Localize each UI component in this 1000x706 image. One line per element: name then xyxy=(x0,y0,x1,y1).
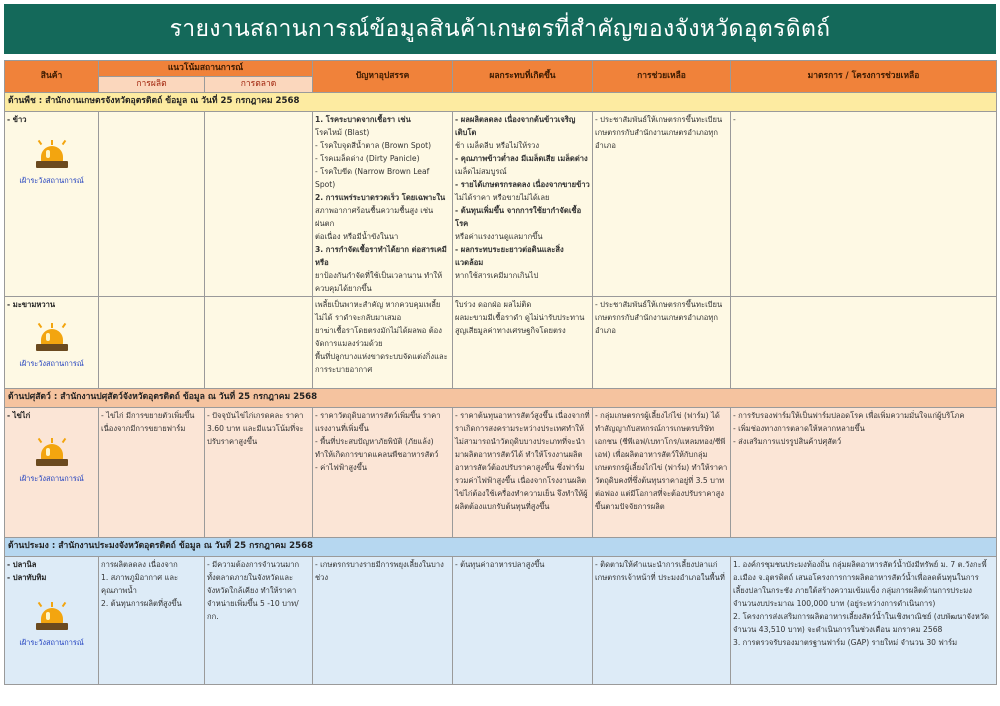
help-cell: - กลุ่มเกษตรกรผู้เลี้ยงไก่ไข่ (ฟาร์ม) ได้ทำสัญญากับสหกรณ์การเกษตรบริษัทเอกชน (ซีพีเอฟ/เบทาโกร/แหลมทอง/ซีพีเอฟ) เพื่อผลิตอาหารสัตว์ให้กับกลุ่มเกษตรกรผู้เลี้ยงไก่ไข่ (ฟาร์ม) ทำให้ราคาวัตถุดิบคงที่ซึ่งต้นทุนราคาอยู่ที่ 3.5 บาทต่อฟอง แต่มีโอกาสที่จะต้องปรับราคาสูงขึ้นตามปัจจัยการผลิต xyxy=(593,408,731,538)
production-cell: การผลิตลดลง เนื่องจาก 1. สภาพภูมิอากาศ และคุณภาพน้ำ 2. ต้นทุนการผลิตที่สูงขึ้น xyxy=(99,557,205,685)
status-indicator xyxy=(7,323,96,370)
impact-cell: - ราคาต้นทุนอาหารสัตว์สูงขึ้น เนื่องจากที่ราเกิดการสงครามระหว่างประเทศทำให้ไม่สามารถนำวัตถุดิบบางประเภทที่จะนำมาผลิตอาหารสัตว์ได้ ทำให้โรงงานผลิตอาหารสัตว์ต้องปรับราคาสูงขึ้น ซึ่งฟาร์ม รวมค่าไฟฟ้าสูงขึ้น เนื่องจากโรงงานผลิตไข่ไก่ต้องใช้เครื่องทำความเย็น จึงทำให้ผู้ผลิตต้องแบกรับต้นทุนที่สูงขึ้น xyxy=(453,408,593,538)
measures-cell: - การรับรองฟาร์มให้เป็นฟาร์มปลอดโรค เพื่อเพิ่มความมั่นใจแก่ผู้บริโภค - เพิ่มช่องทางการตลาดให้หลากหลายขึ้น - ส่งเสริมการแปรรูปสินค้าปศุสัตว์ xyxy=(731,408,997,538)
status-label: เฝ้าระวังสถานการณ์ xyxy=(19,359,84,368)
market-cell xyxy=(205,112,313,297)
report-title: รายงานสถานการณ์ข้อมูลสินค้าเกษตรที่สำคัญของจังหวัดอุตรดิตถ์ xyxy=(4,4,996,54)
measures-cell xyxy=(731,297,997,389)
situation-table xyxy=(4,60,997,685)
market-cell: - ปัจจุบันไข่ไก่เกรดคละ ราคา 3.60 บาท และมีแนวโน้มที่จะปรับราคาสูงขึ้น xyxy=(205,408,313,538)
status-label: เฝ้าระวังสถานการณ์ xyxy=(19,176,84,185)
impact-cell: - ผลผลิตลดลง เนื่องจากต้นข้าวเจริญเติบโต ช้า เมล็ดลีบ หรือไม่ให้รวง - คุณภาพข้าวต่ำลง มีเมล็ดเสีย เมล็ดด่าง เมล็ดไม่สมบูรณ์ - รายได้เกษตรกรลดลง เนื่องจากขายข้าว ไม่ได้ราคา หรือขายไม่ได้เลย - ต้นทุนเพิ่มขึ้น จากการใช้ยากำจัดเชื้อโรค หรือค่าแรงงานดูแลมากขึ้น - ผลกระทบระยะยาวต่อดินและสิ่งแวดล้อม หากใช้สารเคมีมากเกินไป xyxy=(453,112,593,297)
impact-cell: ใบร่วง ดอกฝ่อ ผลไม่ติด ผลมะขามมีเชื้อราดำ ดูไม่น่ารับประทาน สูญเสียมูลค่าทางเศรษฐกิจโดยตรง xyxy=(453,297,593,389)
production-cell: - ไข่ไก่ มีการขยายตัวเพิ่มขึ้น เนื่องจากมีการขยายฟาร์ม xyxy=(99,408,205,538)
product-name: - มะขามหวาน xyxy=(7,300,56,309)
problems-cell: - ราคาวัตถุดิบอาหารสัตว์เพิ่มขึ้น ราคาแรงงานที่เพิ่มขึ้น - พื้นที่ประสบปัญหาภัยพิบัติ (ภัยแล้ง) ทำให้เกิดการขาดแคลนพืชอาหารสัตว์ - ค่าไฟฟ้าสูงขึ้น xyxy=(313,408,453,538)
header-help: การช่วยเหลือ xyxy=(593,61,731,93)
product-cell-egg xyxy=(5,408,99,538)
warning-beacon-icon xyxy=(35,323,69,351)
status-label: เฝ้าระวังสถานการณ์ xyxy=(19,638,84,647)
help-cell: - ติดตามให้คำแนะนำการเลี้ยงปลาแก่เกษตรกรเจ้าหน้าที่ ประมงอำเภอในพื้นที่ xyxy=(593,557,731,685)
product-name: - ปลาทับทิม xyxy=(7,573,47,582)
section-fish: ด้านประมง : สำนักงานประมงจังหวัดอุตรดิตถ์ ข้อมูล ณ วันที่ 25 กรกฎาคม 2568 xyxy=(5,538,997,557)
product-name: - ไข่ไก่ xyxy=(7,411,31,420)
status-label: เฝ้าระวังสถานการณ์ xyxy=(19,474,84,483)
warning-beacon-icon xyxy=(35,140,69,168)
header-impact: ผลกระทบที่เกิดขึ้น xyxy=(453,61,593,93)
market-cell: - มีความต้องการจำนวนมาก ทั้งตลาดภายในจังหวัดและจังหวัดใกล้เคียง ทำให้ราคาจำหน่ายเพิ่มขึ้น 5 -10 บาท/กก. xyxy=(205,557,313,685)
help-cell: - ประชาสัมพันธ์ให้เกษตรกรขึ้นทะเบียน เกษตรกรกับสำนักงานเกษตรอำเภอทุก อำเภอ xyxy=(593,112,731,297)
product-cell-rice xyxy=(5,112,99,297)
product-name: - ข้าว xyxy=(7,115,27,124)
status-indicator xyxy=(7,602,96,649)
problems-cell: 1. โรคระบาดจากเชื้อรา เช่น โรคไหม้ (Blast) - โรคใบจุดสีน้ำตาล (Brown Spot) - โรคเมล็ดด่าง (Dirty Panicle) - โรคใบขีด (Narrow Brown Leaf Spot) 2. การแพร่ระบาดรวดเร็ว โดยเฉพาะใน สภาพอากาศร้อนชื้นความชื้นสูง เช่น ฝนตก ต่อเนื่อง หรือมีน้ำขังในนา 3. การกำจัดเชื้อราทำได้ยาก ต่อสารเคมีหรือ ยาป้องกันกำจัดที่ใช้เป็นเวลานาน ทำให้ ควบคุมได้ยากขึ้น xyxy=(313,112,453,297)
product-cell-fish xyxy=(5,557,99,685)
header-measures: มาตรการ / โครงการช่วยเหลือ xyxy=(731,61,997,93)
measures-cell: - xyxy=(731,112,997,297)
impact-cell: - ต้นทุนค่าอาหารปลาสูงขึ้น xyxy=(453,557,593,685)
header-trend: แนวโน้มสถานการณ์ xyxy=(99,61,313,77)
header-product: สินค้า xyxy=(5,61,99,93)
warning-beacon-icon xyxy=(35,438,69,466)
product-name: - ปลานิล xyxy=(7,560,37,569)
problems-cell: เพลี้ยเป็นพาหะสำคัญ หากควบคุมเพลี้ย ไม่ได้ ราดำจะกลับมาเสมอ ยาฆ่าเชื้อราโดยตรงมักไม่ได้ผลพอ ต้อง จัดการแมลงร่วมด้วย พื้นที่ปลูกบางแห่งขาดระบบจัดแต่งกิ่งและ การระบายอากาศ xyxy=(313,297,453,389)
product-cell-tamarind xyxy=(5,297,99,389)
section-plant: ด้านพืช : สำนักงานเกษตรจังหวัดอุตรดิตถ์ ข้อมูล ณ วันที่ 25 กรกฎาคม 2568 xyxy=(5,93,997,112)
header-problems: ปัญหาอุปสรรค xyxy=(313,61,453,93)
header-market: การตลาด xyxy=(205,77,313,93)
section-animal: ด้านปศุสัตว์ : สำนักงานปศุสัตว์จังหวัดอุตรดิตถ์ ข้อมูล ณ วันที่ 25 กรกฎาคม 2568 xyxy=(5,389,997,408)
status-indicator xyxy=(7,140,96,187)
help-cell: - ประชาสัมพันธ์ให้เกษตรกรขึ้นทะเบียน เกษตรกรกับสำนักงานเกษตรอำเภอทุก อำเภอ xyxy=(593,297,731,389)
problems-cell: - เกษตรกรบางรายมีการพยุงเลี้ยงในบางช่วง xyxy=(313,557,453,685)
measures-cell: 1. องค์กรชุมชนประมงท้องถิ่น กลุ่มผลิตอาหารสัตว์น้ำบังมีทรัพย์ ม. 7 ต.วังกะพี้ อ.เมือง จ.อุตรดิตถ์ เสนอโครงการการผลิตอาหารสัตว์น้ำเพื่อลดต้นทุนในการเลี้ยงปลาในกระชัง ภายใต้สร้างความเข้มแข็ง กลุ่มการผลิตด้านการประมง จำนวนงบประมาณ 100,000 บาท (อยู่ระหว่างการดำเนินการ) 2. โครงการส่งเสริมการผลิตอาหารเลี้ยงสัตว์น้ำในเชิงพาณิชย์ (งบพัฒนาจังหวัด จำนวน 43,510 บาท) จะดำเนินการในช่วงเดือน มกราคม 2568 3. การตรวจรับรองมาตรฐานฟาร์ม (GAP) รายใหม่ จำนวน 30 ฟาร์ม xyxy=(731,557,997,685)
production-cell xyxy=(99,297,205,389)
production-cell xyxy=(99,112,205,297)
market-cell xyxy=(205,297,313,389)
header-production: การผลิต xyxy=(99,77,205,93)
warning-beacon-icon xyxy=(35,602,69,630)
status-indicator xyxy=(7,438,96,485)
